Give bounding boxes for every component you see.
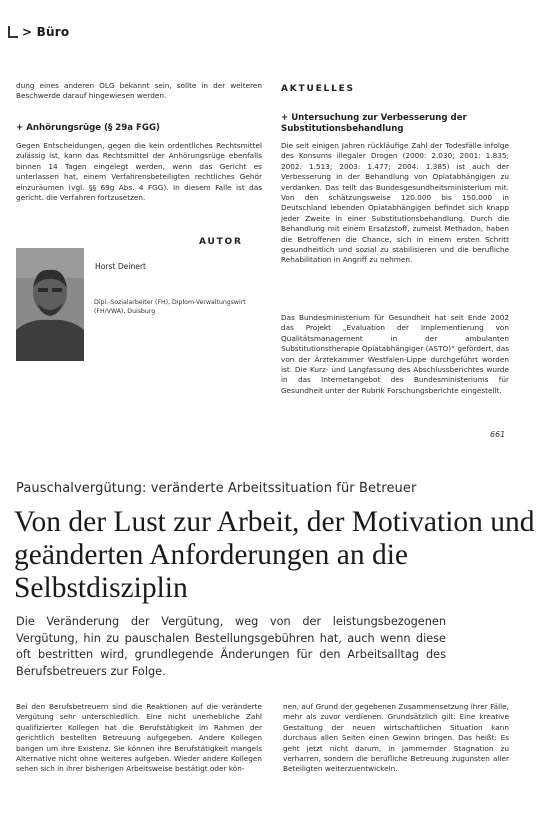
article-kicker: Pauschalvergütung: veränderte Arbeitssituation für Betreuer <box>16 481 417 496</box>
author-label: AUTOR <box>199 237 243 247</box>
subhead-anhoerungsruege: + Anhörungsrüge (§ 29a FGG) <box>16 123 160 133</box>
article-body-left: Bei den Berufsbetreuern sind die Reaktionen auf die veränderte Vergütung sehr unterschiedlich. Eine nicht unerhebliche Zahl qualifizierter Kollegen hat die Berufstätigkeit im Rahmen der gerichtlich bestellten Betreuung aufgegeben. Andere Kollegen bangen um ihre Existenz. Sie können ihre Berufstätigkeit mangels Alternative nicht ohne weiteres aufgeben. Wieder andere Kollegen sehen sich in ihrer bisherigen Arbeitsweise bestätigt oder kön- <box>16 702 262 774</box>
section-title: > Büro <box>22 25 70 39</box>
subhead-marker: + <box>16 123 24 133</box>
subhead-marker: + <box>281 113 289 123</box>
right-para-1: Die seit einigen Jahren rückläufige Zahl der Todesfälle infolge des Konsums illegaler Drogen (2000: 2.030; 2001: 1.835; 2002: 1.513; 2003: 1.477; 2004: 1.385) ist auch der Verbesserung in der Behandlung von Opiatabhängigen zu verdanken. Das teilt das Bundesgesundheitsministerium mit. Von den schätzungsweise 120.000 bis 150.000 in Deutschland lebenden Opiatabhängigen befindet sich knapp jeder Zweite in einer Substitutionsbehandlung. Durch die Behandlung mit einem Ersatzstoff, zumeist Methadon, haben die Betroffenen die Chance, sich in einem ersten Schritt gesundheitlich und sozial zu stabilisieren und die berufliche Rehabilitation in Angriff zu nehmen. <box>281 141 509 265</box>
page-marker: 661 <box>490 430 506 439</box>
author-name: Horst Deinert <box>95 262 147 271</box>
author-role: Dipl.-Sozialarbeiter (FH), Diplom-Verwaltungswirt (FH/VWA), Duisburg <box>94 299 246 315</box>
author-photo <box>16 248 84 361</box>
aktuelles-label: AKTUELLES <box>281 84 355 94</box>
page-section-header <box>8 25 69 39</box>
right-para-2: Das Bundesministerium für Gesundheit hat seit Ende 2002 das Projekt „Evaluation der Implementierung von Qualitätsmanagement in der ambulanten Substitutionstherapie Opiatabhängiger (ASTO)“ gefördert, das von der Ärztekammer Westfalen-Lippe durchgeführt worden ist. Die Kurz- und Langfassung des Abschlussberichtes wurde in das Internetangebot des Bundesministeriums für Gesundheit unter der Rubrik Forschungsberichte eingestellt. <box>281 313 509 395</box>
left-intro-text: dung eines anderen OLG bekannt sein, sollte in der weiteren Beschwerde darauf hingewiesen werden. <box>16 81 262 101</box>
article-headline: Von der Lust zur Arbeit, der Motivation und geänderten Anforderungen an die Selbstdisziplin <box>14 506 535 604</box>
article-lead: Die Veränderung der Vergütung, weg von der leistungsbezogenen Vergütung, hin zu pauschalen Bestellungsgebühren hat, auch wenn diese oft bestritten wird, grundlegende Änderungen für den Arbeitsalltag des Berufsbetreuers zur Folge. <box>16 615 446 678</box>
subhead-substitution: + Untersuchung zur Verbesserung der Substitutionsbehandlung <box>281 113 467 134</box>
article-body-right: nen, auf Grund der gegebenen Zusammensetzung ihrer Fälle, mehr als zuvor verdienen. Grundsätzlich gilt: Eine kreative Gestaltung der neuen wirtschaftlichen Situation kann durchaus allen Seiten einen Gewinn bringen. Das heißt: Es geht jetzt nicht darum, in jammernder Stagnation zu verharren, sondern die berufliche Betreuung zugunsten aller Beteiligten weiterzuentwickeln. <box>283 702 509 774</box>
corner-mark-icon <box>8 26 18 38</box>
left-body-text: Gegen Entscheidungen, gegen die kein ordentliches Rechtsmittel zulässig ist, kann das Rechtsmittel der Anhörungsrüge ebenfalls binnen 14 Tagen eingelegt werden, wenn das Gericht es unterlassen hat, einem Verfahrensbeteiligten rechtliches Gehör einzuräumen (vgl. §§ 69g Abs. 4 FGG). In diesem Falle ist das gericht. die Verfahren fortzusetzen. <box>16 141 262 203</box>
